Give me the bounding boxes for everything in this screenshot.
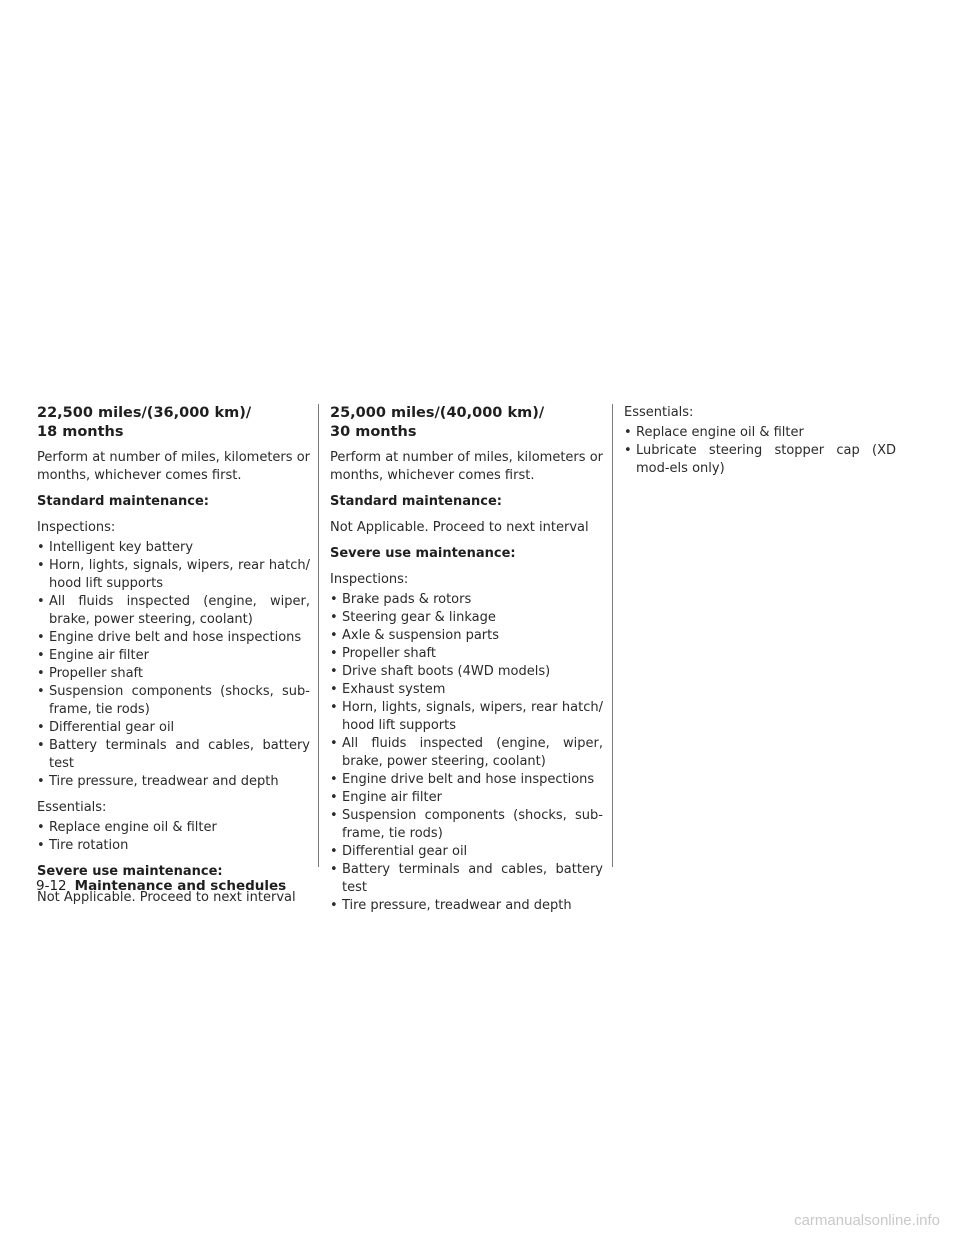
column-22500-miles — [37, 396, 310, 915]
list-item: • Tire rotation — [37, 837, 310, 855]
section-heading-25000: 25,000 miles/(40,000 km)/ 30 months — [330, 405, 545, 440]
standard-maintenance-label: Standard maintenance: — [37, 494, 209, 509]
section-title: Maintenance and schedules — [74, 878, 287, 894]
section-heading-22500: 22,500 miles/(36,000 km)/ 18 months — [37, 405, 252, 440]
list-item: • Lubricate steering stopper cap (XD mod-els only) — [624, 442, 896, 478]
list-item: • Replace engine oil & filter — [624, 424, 896, 442]
column-divider-1 — [318, 404, 319, 867]
list-item: • Drive shaft boots (4WD models) — [330, 663, 603, 681]
list-item: • Differential gear oil — [37, 719, 310, 737]
inspections-list — [37, 539, 310, 791]
list-item: • Suspension components (shocks, sub-frame, tie rods) — [330, 807, 603, 843]
list-item: • Tire pressure, treadwear and depth — [330, 897, 603, 915]
list-item: • Engine air filter — [37, 647, 310, 665]
essentials-list — [37, 819, 310, 855]
severe-maintenance-label: Severe use maintenance: — [330, 546, 516, 561]
list-item: • Battery terminals and cables, battery test — [37, 737, 310, 773]
list-item: • Propeller shaft — [37, 665, 310, 683]
watermark: carmanualsonline.info — [794, 1212, 940, 1229]
list-item: • Exhaust system — [330, 681, 603, 699]
list-item: • Axle & suspension parts — [330, 627, 603, 645]
inspections-label: Inspections: — [330, 572, 409, 587]
list-item: • All fluids inspected (engine, wiper, brake, power steering, coolant) — [37, 593, 310, 629]
inspections-label: Inspections: — [37, 520, 116, 535]
list-item: • Tire pressure, treadwear and depth — [37, 773, 310, 791]
column-continued — [624, 404, 896, 486]
essentials-label: Essentials: — [624, 405, 694, 420]
list-item: • Horn, lights, signals, wipers, rear hatch/ hood lift supports — [330, 699, 603, 735]
essentials-label: Essentials: — [37, 800, 107, 815]
list-item: • Engine drive belt and hose inspections — [37, 629, 310, 647]
page-footer — [36, 877, 286, 895]
list-item: • Intelligent key battery — [37, 539, 310, 557]
list-item: • Brake pads & rotors — [330, 591, 603, 609]
severe-maintenance-label: Severe use maintenance: — [37, 864, 223, 879]
list-item: • All fluids inspected (engine, wiper, brake, power steering, coolant) — [330, 735, 603, 771]
list-item: • Steering gear & linkage — [330, 609, 603, 627]
intro-text: Perform at number of miles, kilometers or months, whichever comes first. — [330, 450, 603, 483]
standard-maintenance-text: Not Applicable. Proceed to next interval — [330, 520, 589, 535]
list-item: • Replace engine oil & filter — [37, 819, 310, 837]
list-item: • Engine drive belt and hose inspections — [330, 771, 603, 789]
inspections-list — [330, 591, 603, 915]
list-item: • Battery terminals and cables, battery test — [330, 861, 603, 897]
intro-text: Perform at number of miles, kilometers or months, whichever comes first. — [37, 450, 310, 483]
list-item: • Suspension components (shocks, sub-frame, tie rods) — [37, 683, 310, 719]
list-item: • Differential gear oil — [330, 843, 603, 861]
severe-maintenance-text: Not Applicable. Proceed to next interval — [37, 890, 296, 905]
standard-maintenance-label: Standard maintenance: — [330, 494, 502, 509]
essentials-list — [624, 424, 896, 478]
list-item: • Horn, lights, signals, wipers, rear hatch/ hood lift supports — [37, 557, 310, 593]
column-divider-2 — [612, 404, 613, 867]
list-item: • Engine air filter — [330, 789, 603, 807]
column-25000-miles — [330, 396, 603, 923]
list-item: • Propeller shaft — [330, 645, 603, 663]
page-number: 9-12 — [36, 878, 67, 894]
